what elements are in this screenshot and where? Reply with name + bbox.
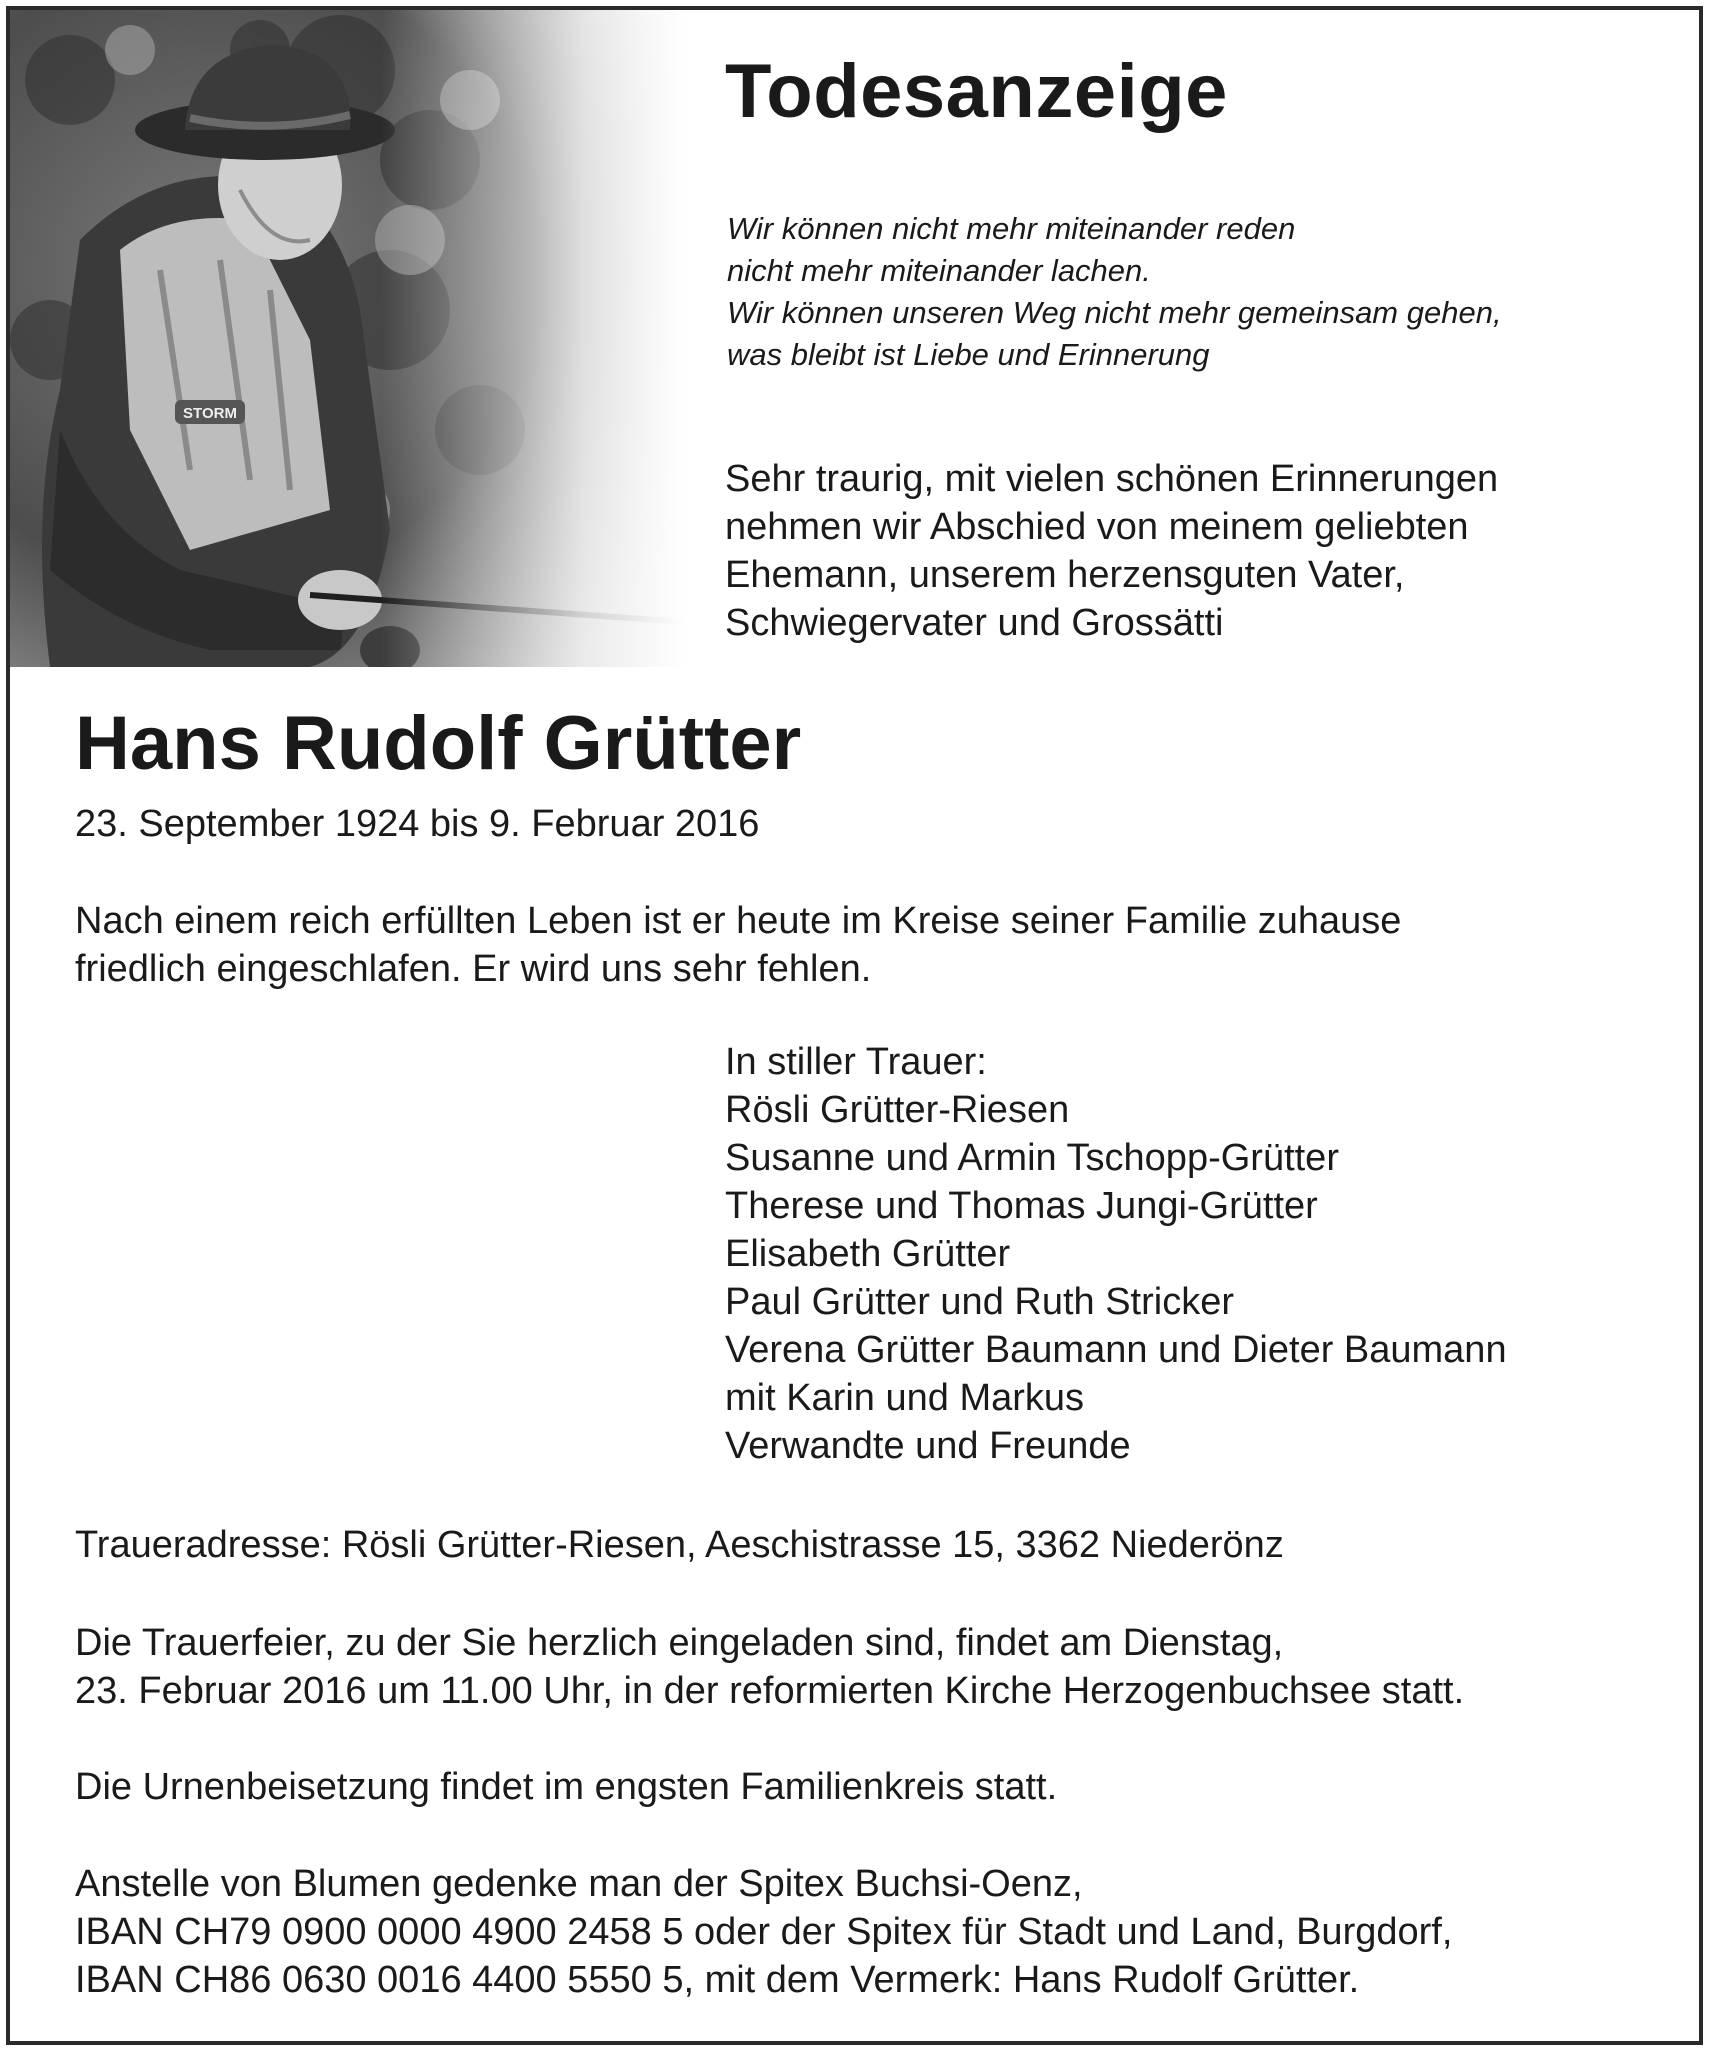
poem-line: Wir können unseren Weg nicht mehr gemeinsam gehen,: [727, 295, 1502, 330]
address-line: Traueradresse: Rösli Grütter-Riesen, Aeschistrasse 15, 3362 Niederönz: [75, 1524, 1284, 1566]
ceremony-line: Die Trauerfeier, zu der Sie herzlich eingeladen sind, findet am Dienstag,: [75, 1622, 1284, 1664]
urn-burial: [75, 1763, 1057, 1811]
intro-line: Sehr traurig, mit vielen schönen Erinnerungen: [725, 458, 1499, 500]
burial-line: Die Urnenbeisetzung findet im engsten Familienkreis statt.: [75, 1766, 1058, 1808]
poem-line: Wir können nicht mehr miteinander reden: [727, 211, 1296, 246]
mourner-name: Susanne und Armin Tschopp-Grütter: [725, 1137, 1339, 1179]
mourner-name: Rösli Grütter-Riesen: [725, 1089, 1070, 1131]
mourner-name: Paul Grütter und Ruth Stricker: [725, 1281, 1234, 1323]
funeral-ceremony: [75, 1619, 1464, 1715]
mourner-name: Elisabeth Grütter: [725, 1233, 1011, 1275]
donation-line: IBAN CH86 0630 0016 4400 5550 5, mit dem Vermerk: Hans Rudolf Grütter.: [75, 1959, 1360, 2001]
donation-line: Anstelle von Blumen gedenke man der Spitex Buchsi-Oenz,: [75, 1863, 1083, 1905]
obituary-message: [75, 897, 1401, 993]
farewell-intro: [725, 455, 1498, 647]
donation-line: IBAN CH79 0900 0000 4900 2458 5 oder der Spitex für Stadt und Land, Burgdorf,: [75, 1911, 1453, 1953]
intro-line: nehmen wir Abschied von meinem geliebten: [725, 506, 1469, 548]
intro-line: Schwiegervater und Grossätti: [725, 602, 1224, 644]
mourner-name: Verena Grütter Baumann und Dieter Baumann: [725, 1329, 1507, 1371]
deceased-name: Hans Rudolf Grütter: [75, 701, 802, 786]
mourner-name: Verwandte und Freunde: [725, 1425, 1131, 1467]
mourners-list: [725, 1038, 1507, 1470]
memorial-poem: [727, 208, 1502, 376]
life-dates: 23. September 1924 bis 9. Februar 2016: [75, 803, 760, 845]
notice-title: Todesanzeige: [725, 49, 1228, 134]
mourners-heading: In stiller Trauer:: [725, 1041, 987, 1083]
poem-line: was bleibt ist Liebe und Erinnerung: [727, 337, 1210, 372]
donation-info: [75, 1860, 1452, 2004]
mourning-address: [75, 1521, 1284, 1569]
mourner-name: Therese und Thomas Jungi-Grütter: [725, 1185, 1318, 1227]
message-line: friedlich eingeschlafen. Er wird uns sehr fehlen.: [75, 948, 872, 990]
intro-line: Ehemann, unserem herzensguten Vater,: [725, 554, 1405, 596]
ceremony-line: 23. Februar 2016 um 11.00 Uhr, in der reformierten Kirche Herzogenbuchsee statt.: [75, 1670, 1465, 1712]
poem-line: nicht mehr miteinander lachen.: [727, 253, 1151, 288]
portrait-photo: [10, 10, 685, 667]
mourner-name: mit Karin und Markus: [725, 1377, 1085, 1419]
message-line: Nach einem reich erfüllten Leben ist er heute im Kreise seiner Familie zuhause: [75, 900, 1402, 942]
